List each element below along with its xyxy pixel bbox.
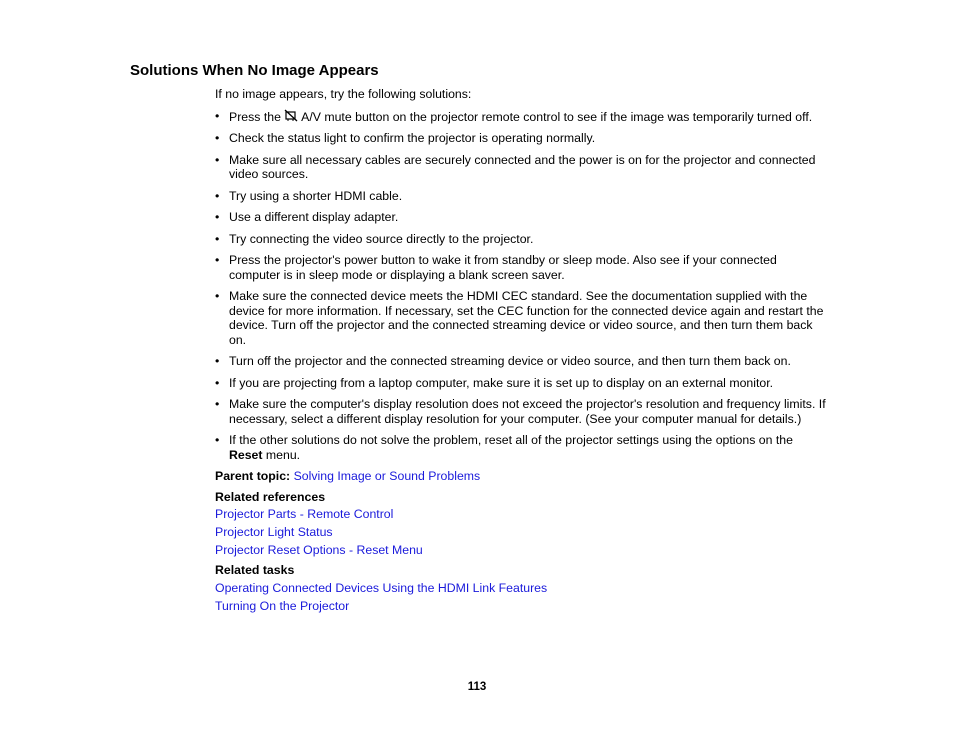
list-item-text-after: A/V mute button on the projector remote control to see if the image was temporarily turned off. (298, 109, 813, 124)
related-reference-link[interactable]: Projector Light Status (215, 524, 333, 539)
bullet-icon: • (215, 433, 220, 447)
list-item-text: Try connecting the video source directly to the projector. (229, 231, 534, 246)
reset-menu-name: Reset (229, 447, 263, 462)
list-item-text: If you are projecting from a laptop computer, make sure it is set up to display on an external monitor. (229, 375, 774, 390)
related-tasks-heading: Related tasks (215, 563, 295, 578)
bullet-icon: • (215, 188, 220, 203)
list-item-text: Make sure the connected device meets the HDMI CEC standard. See the documentation supplied with the device for more information. If necessary, set the CEC function for the connected device again and restart the device. Turn off the projector and the connected streaming device or video source, and then turn them back on. (229, 289, 824, 347)
bullet-icon: • (215, 210, 220, 224)
main-content (215, 87, 827, 619)
bullet-icon: • (215, 397, 220, 411)
page-title: Solutions When No Image Appears (130, 62, 379, 79)
bullet-icon: • (215, 231, 220, 246)
list-item (215, 376, 827, 391)
bullet-icon: • (215, 375, 220, 390)
list-item-text: Check the status light to confirm the projector is operating normally. (229, 131, 596, 145)
related-tasks-list (215, 581, 827, 613)
list-item-text: Use a different display adapter. (229, 210, 399, 224)
list-item (215, 109, 827, 125)
related-task-link[interactable]: Turning On the Projector (215, 598, 350, 613)
list-item-text: Try using a shorter HDMI cable. (229, 188, 403, 203)
list-item (215, 433, 827, 462)
list-item (215, 397, 827, 426)
list-item-text-before: If the other solutions do not solve the problem, reset all of the projector settings using the options on the (229, 433, 793, 447)
bullet-icon: • (215, 253, 220, 267)
list-item-text-after: menu. (262, 447, 301, 462)
solutions-list (215, 109, 827, 463)
list-item (215, 153, 827, 182)
list-item-text: Make sure the computer's display resolution does not exceed the projector's resolution and frequency limits. If necessary, select a different display resolution for your computer. (See your computer manual for details.) (229, 397, 826, 426)
related-references-heading: Related references (215, 489, 326, 504)
list-item-text: Press the projector's power button to wake it from standby or sleep mode. Also see if your connected computer is in sleep mode or displaying a blank screen saver. (229, 253, 777, 282)
parent-topic (215, 469, 827, 484)
page-number: 113 (467, 681, 487, 693)
bullet-icon: • (215, 289, 220, 303)
list-item (215, 232, 827, 247)
related-references-list (215, 507, 827, 557)
parent-topic-link[interactable]: Solving Image or Sound Problems (293, 469, 481, 483)
list-item-text: Make sure all necessary cables are securely connected and the power is on for the projector and connected video sources. (229, 152, 816, 181)
av-mute-icon (284, 109, 298, 122)
intro-text: If no image appears, try the following solutions: (215, 87, 472, 101)
bullet-icon: • (215, 354, 220, 368)
related-reference-link[interactable]: Projector Reset Options - Reset Menu (215, 542, 423, 557)
list-item-text-before: Press the (229, 109, 285, 124)
list-item (215, 289, 827, 347)
related-task-link[interactable]: Operating Connected Devices Using the HDMI Link Features (215, 580, 548, 595)
list-item-text: Turn off the projector and the connected streaming device or video source, and then turn them back on. (229, 354, 791, 368)
bullet-icon: • (215, 131, 220, 145)
list-item (215, 131, 827, 146)
list-item (215, 253, 827, 282)
bullet-icon: • (215, 108, 220, 123)
parent-topic-label: Parent topic: (215, 469, 291, 483)
list-item (215, 210, 827, 225)
list-item (215, 354, 827, 369)
related-reference-link[interactable]: Projector Parts - Remote Control (215, 507, 394, 521)
bullet-icon: • (215, 152, 220, 167)
list-item (215, 189, 827, 204)
